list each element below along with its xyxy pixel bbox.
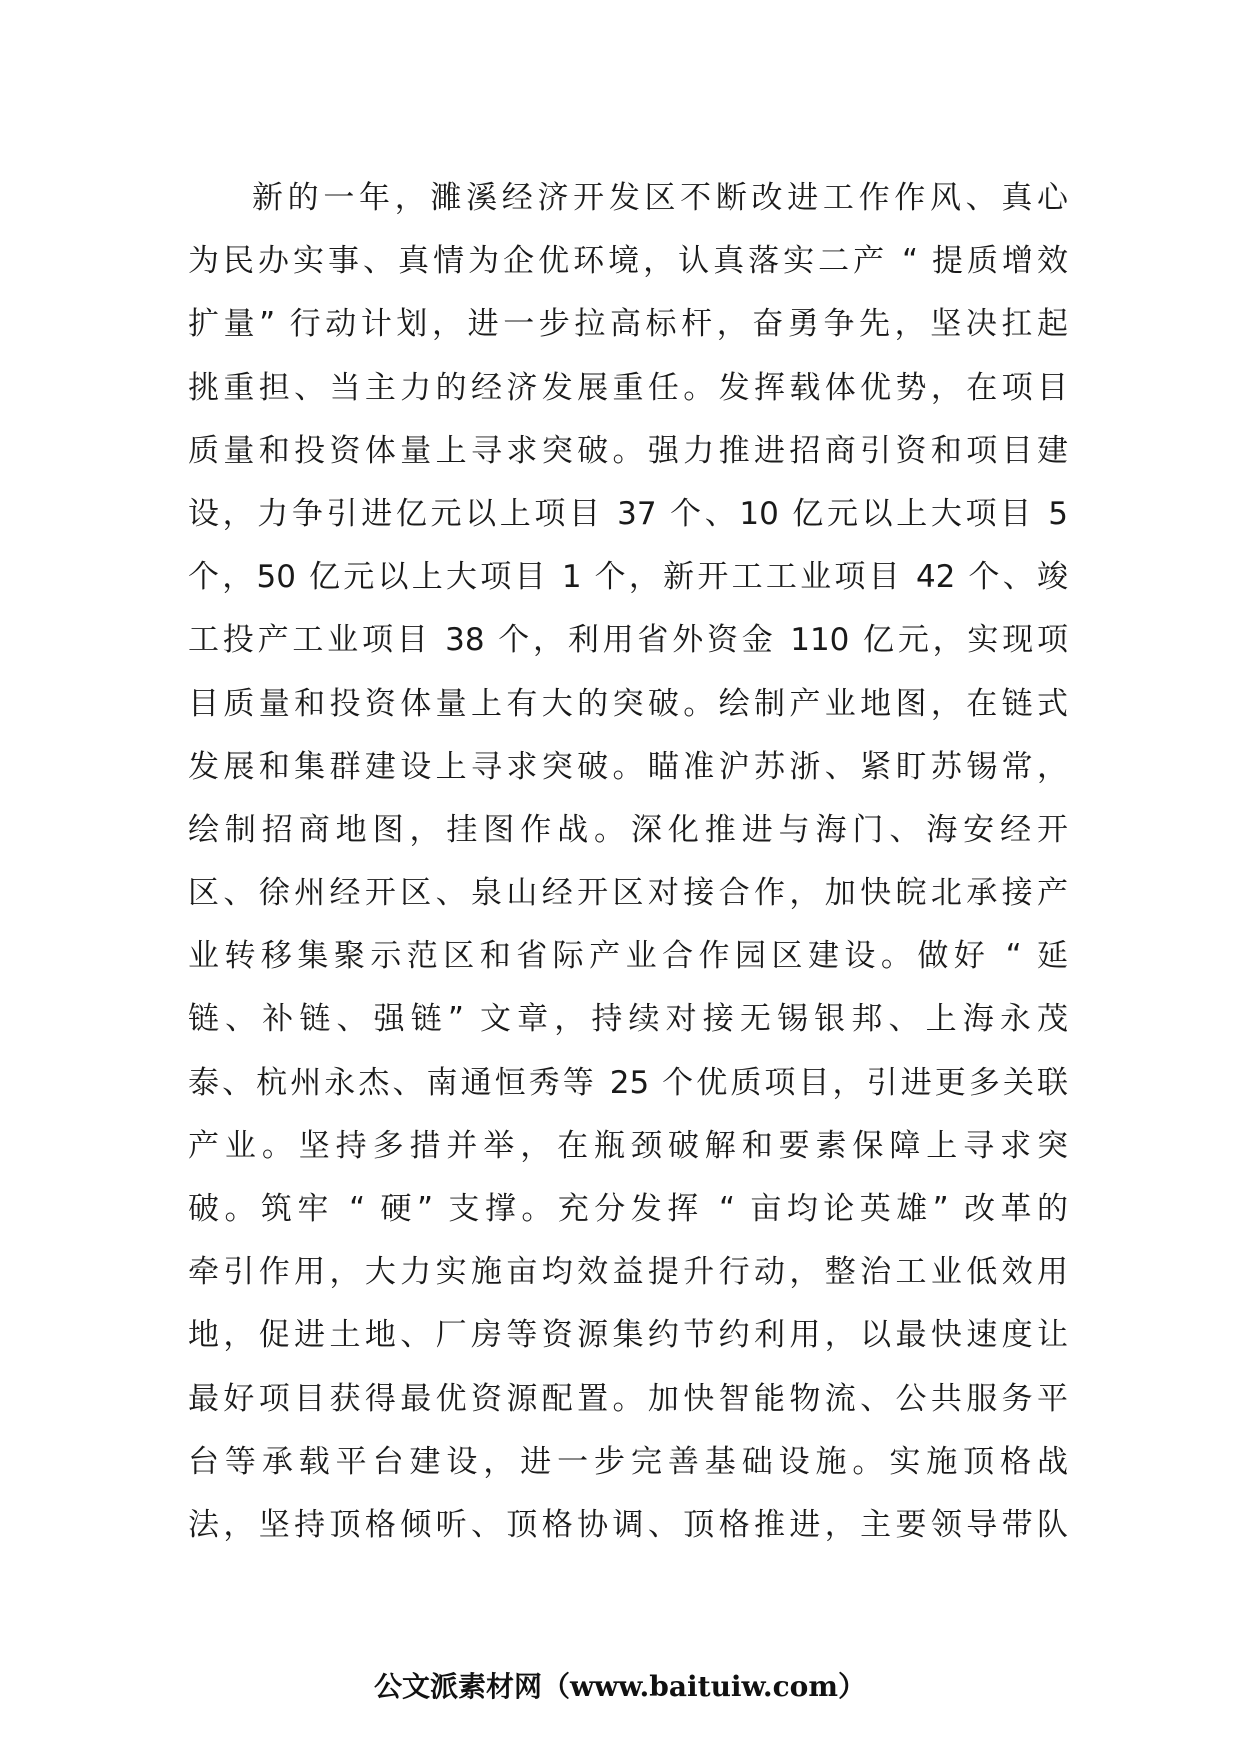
paragraph-line: 法，坚持顶格倾听、顶格协调、顶格推进，主要领导带队	[188, 1506, 1068, 1543]
paragraph-line: 发展和集群建设上寻求突破。瞄准沪苏浙、紧盯苏锡常，	[188, 748, 1068, 785]
paragraph-line: 个，50 亿元以上大项目 1 个，新开工工业项目 42 个、竣	[188, 559, 1068, 596]
paragraph-line: 为民办实事、真情为企优环境，认真落实二产 “ 提质增效	[188, 243, 1068, 280]
body-paragraph	[188, 167, 1068, 1557]
paragraph-line: 绘制招商地图，挂图作战。深化推进与海门、海安经开	[188, 811, 1068, 848]
paragraph-line: 区、徐州经开区、泉山经开区对接合作，加快皖北承接产	[188, 875, 1068, 912]
paragraph-line: 新的一年，濉溪经济开发区不断改进工作作风、真心	[252, 180, 1068, 216]
paragraph-line: 产业。坚持多措并举，在瓶颈破解和要素保障上寻求突	[188, 1127, 1068, 1164]
footer-watermark: 公文派素材网（www.baituiw.com）	[374, 1670, 866, 1703]
paragraph-line: 挑重担、当主力的经济发展重任。发挥载体优势，在项目	[188, 369, 1068, 406]
paragraph-line: 业转移集聚示范区和省际产业合作园区建设。做好 “ 延	[188, 938, 1068, 975]
paragraph-line: 牵引作用，大力实施亩均效益提升行动，整治工业低效用	[188, 1254, 1068, 1291]
paragraph-line: 工投产工业项目 38 个，利用省外资金 110 亿元，实现项	[188, 622, 1068, 659]
paragraph-line: 设，力争引进亿元以上项目 37 个、10 亿元以上大项目 5	[188, 495, 1068, 532]
paragraph-line: 地，促进土地、厂房等资源集约节约利用，以最快速度让	[188, 1317, 1068, 1354]
paragraph-line: 质量和投资体量上寻求突破。强力推进招商引资和项目建	[188, 432, 1068, 469]
paragraph-line: 链、补链、强链” 文章，持续对接无锡银邦、上海永茂	[188, 1001, 1068, 1038]
paragraph-line: 破。筑牢 “ 硬” 支撑。充分发挥 “ 亩均论英雄” 改革的	[188, 1191, 1068, 1227]
paragraph-line: 目质量和投资体量上有大的突破。绘制产业地图，在链式	[188, 685, 1068, 722]
paragraph-line: 最好项目获得最优资源配置。加快智能物流、公共服务平	[188, 1380, 1068, 1417]
paragraph-line: 台等承载平台建设，进一步完善基础设施。实施顶格战	[188, 1443, 1068, 1480]
paragraph-line: 泰、杭州永杰、南通恒秀等 25 个优质项目，引进更多关联	[188, 1064, 1068, 1101]
paragraph-line: 扩量” 行动计划，进一步拉高标杆，奋勇争先，坚决扛起	[188, 306, 1068, 343]
